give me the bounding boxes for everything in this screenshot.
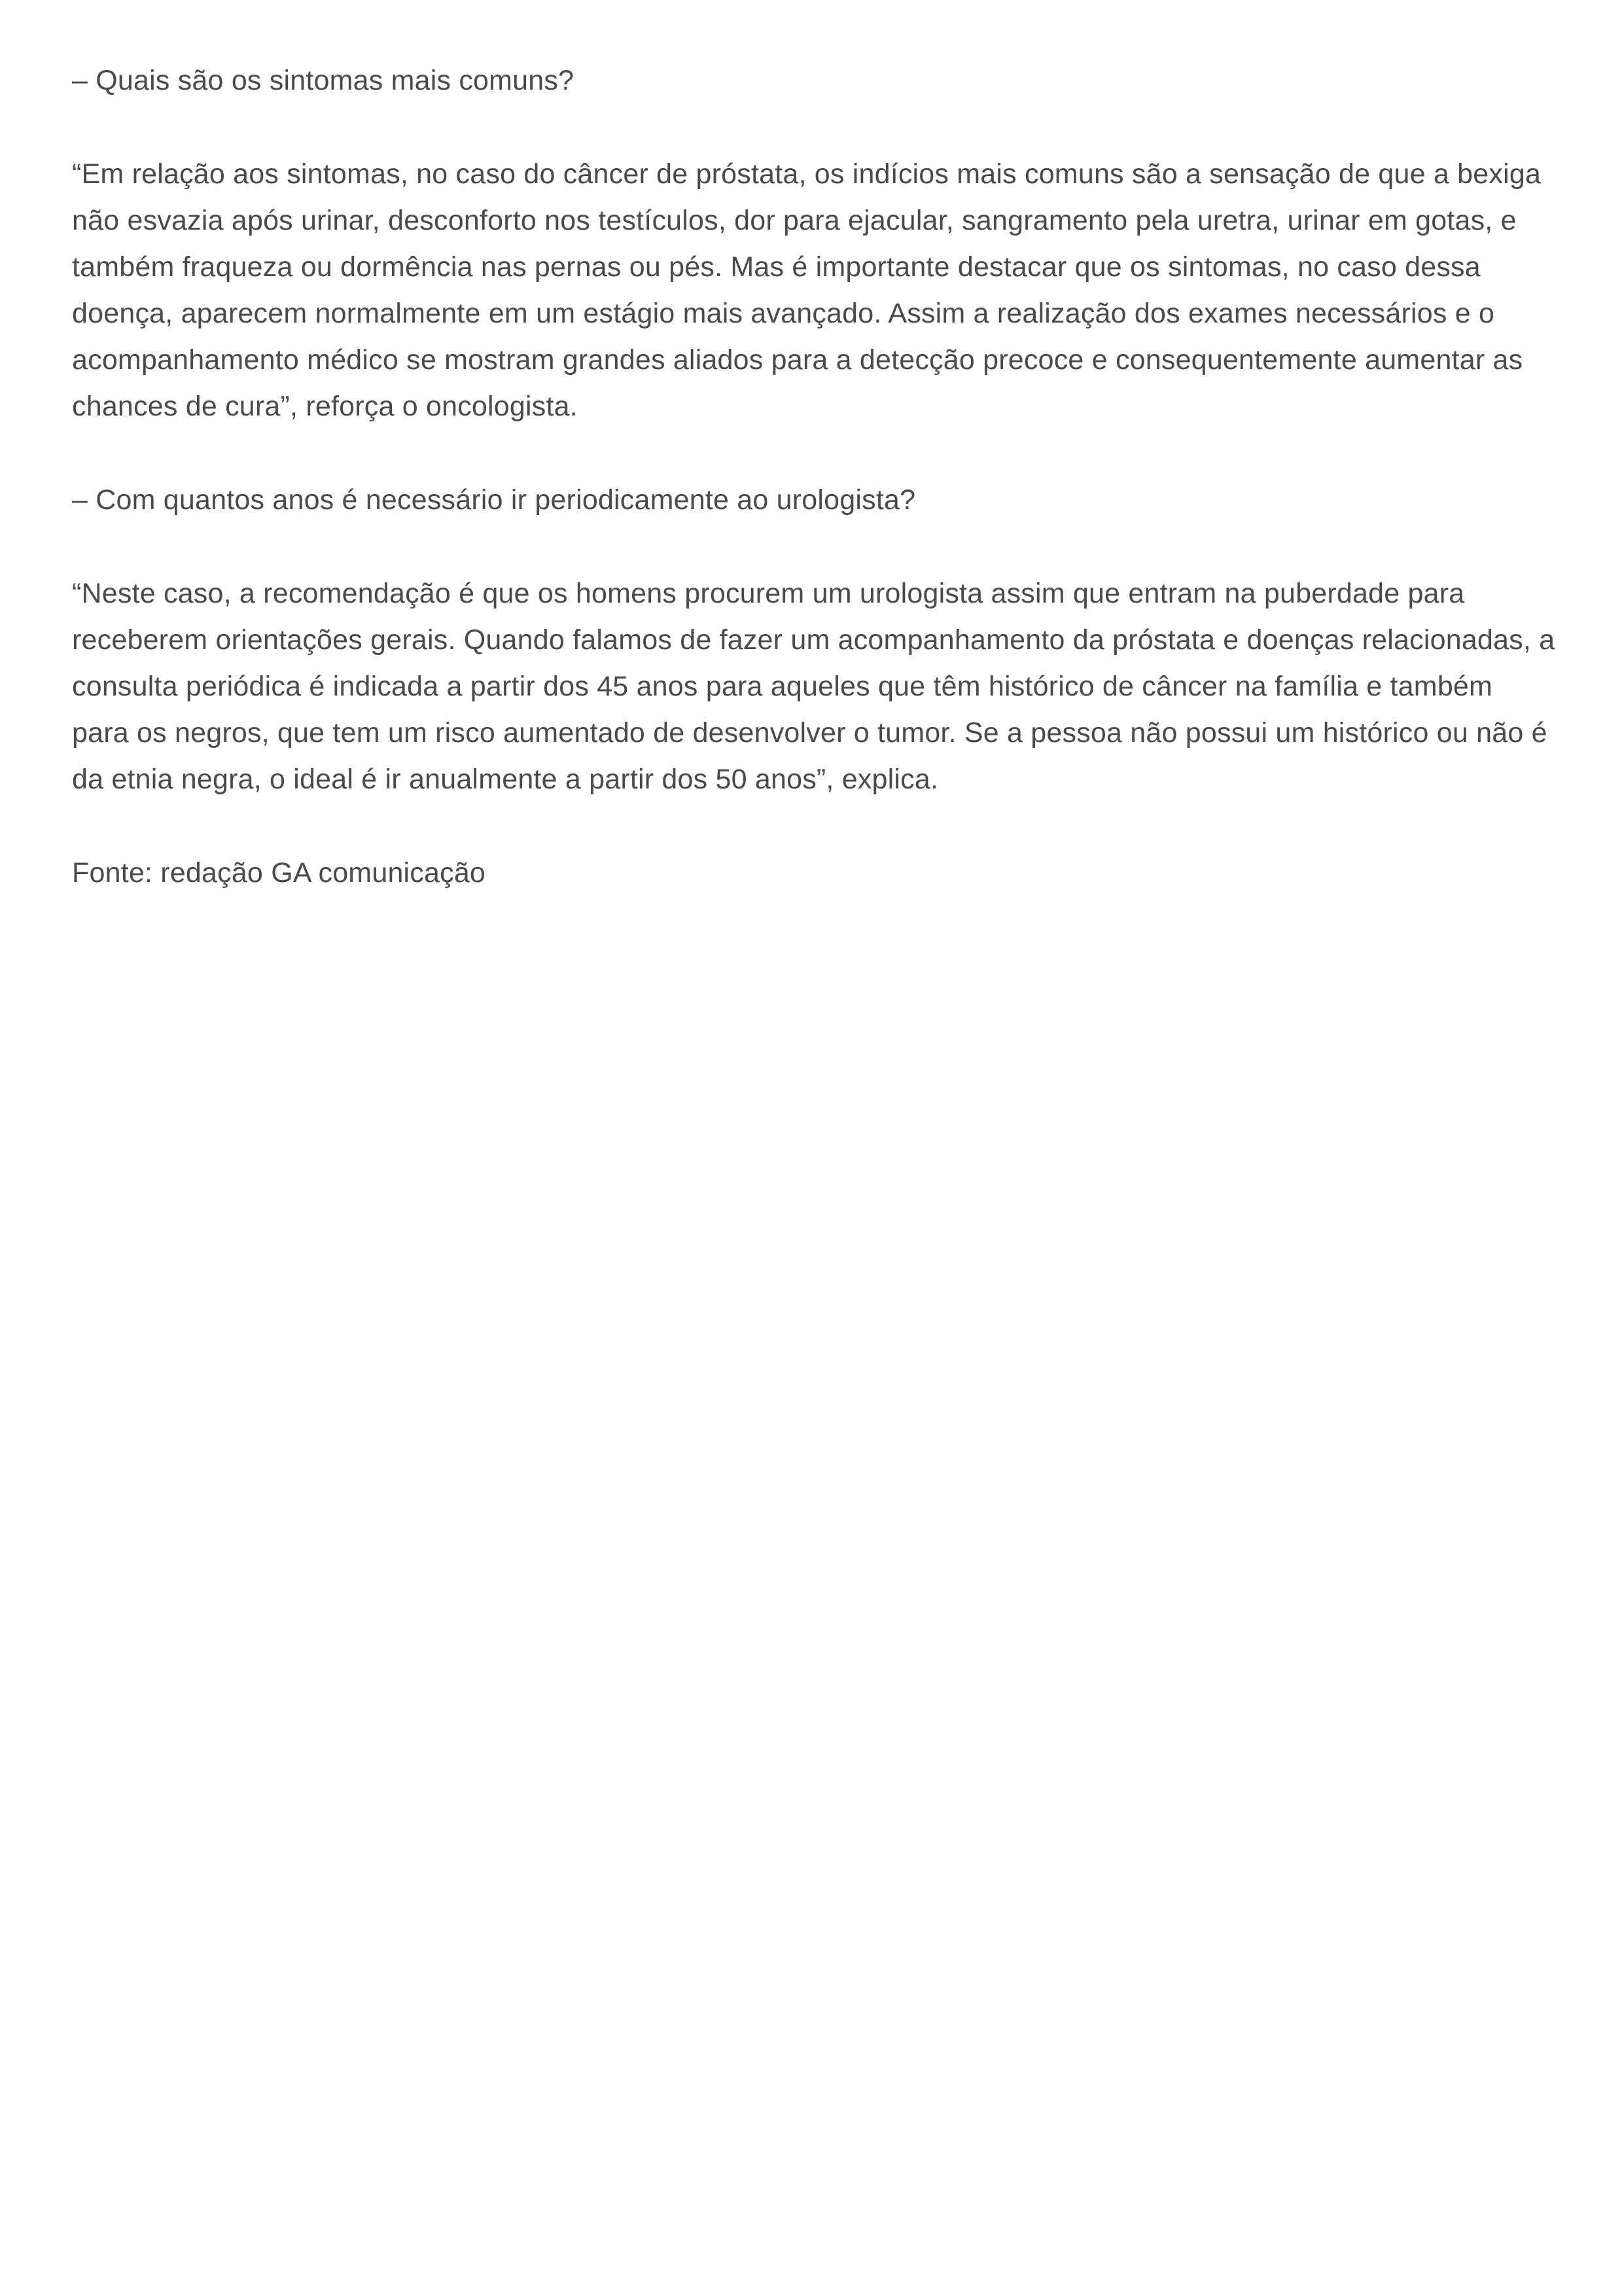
question-urologist-age: – Com quantos anos é necessário ir periodicamente ao urologista? — [72, 484, 916, 516]
question-symptoms: – Quais são os sintomas mais comuns? — [72, 65, 574, 96]
answer-symptoms: “Em relação aos sintomas, no caso do câncer de próstata, os indícios mais comuns são a sensação de que a bexiga não esvazia após urinar, desconforto nos testículos, dor para ejacular, sangramento pela uretra, urinar em gotas, e também fraqueza ou dormência nas pernas ou pés. Mas é importante destacar que os sintomas, no caso dessa doença, aparecem normalmente em um estágio mais avançado. Assim a realização dos exames necessários e o acompanhamento médico se mostram grandes aliados para a detecção precoce e consequentemente aumentar as chances de cura”, reforça o oncologista. — [72, 158, 1542, 422]
article-body — [72, 58, 1557, 896]
source-credit: Fonte: redação GA comunicação — [72, 857, 486, 889]
answer-urologist-age: “Neste caso, a recomendação é que os homens procurem um urologista assim que entram na puberdade para receberem orientações gerais. Quando falamos de fazer um acompanhamento da próstata e doenças relacionadas, a consulta periódica é indicada a partir dos 45 anos para aqueles que têm histórico de câncer na família e também para os negros, que tem um risco aumentado de desenvolver o tumor. Se a pessoa não possui um histórico ou não é da etnia negra, o ideal é ir anualmente a partir dos 50 anos”, explica. — [72, 578, 1555, 795]
